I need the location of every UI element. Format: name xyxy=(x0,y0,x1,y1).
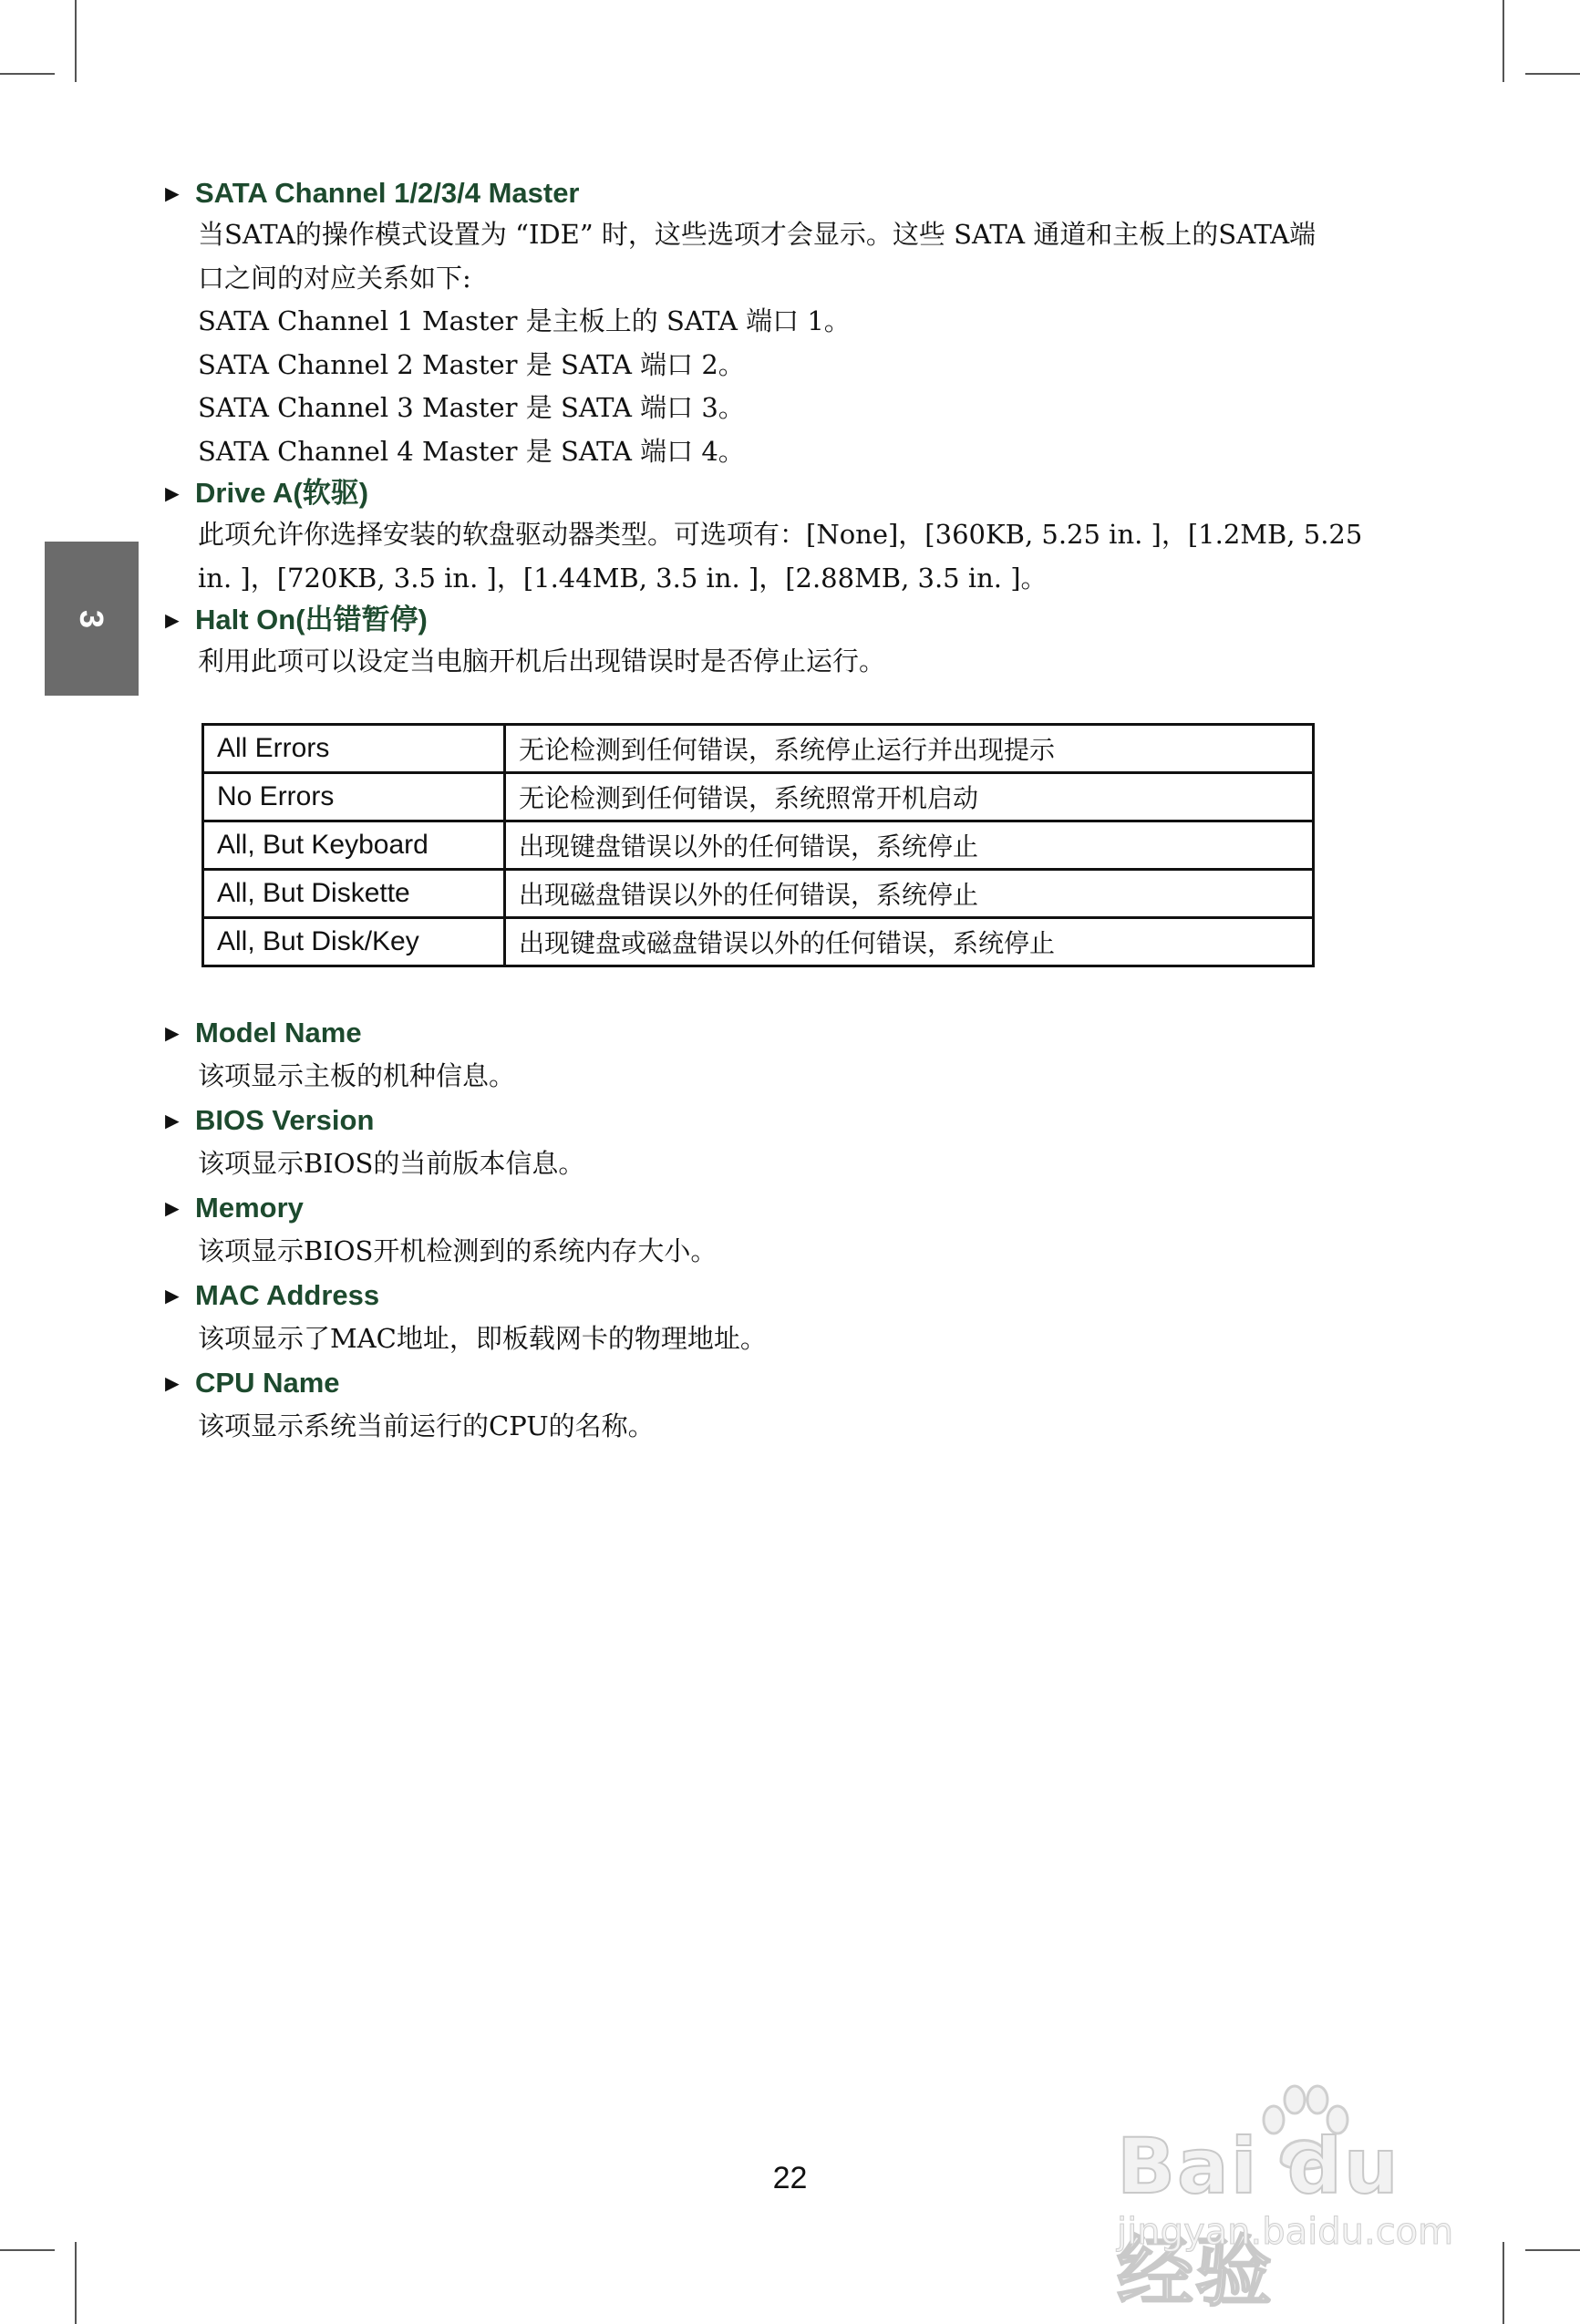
table-row xyxy=(203,870,1314,918)
crop-mark-bottom-right xyxy=(1503,2242,1504,2324)
crop-mark-top-right xyxy=(1503,0,1504,82)
section-heading xyxy=(160,1362,1437,1404)
description-cell: 无论检测到任何错误，系统照常开机启动 xyxy=(505,773,1314,821)
heading-text: BIOS Version xyxy=(195,1104,375,1136)
section-heading xyxy=(160,1187,1437,1229)
bullet-arrow-icon: ► xyxy=(160,606,184,634)
section-drive-a xyxy=(160,473,1437,600)
section-memory xyxy=(160,1187,1437,1273)
bullet-arrow-icon: ► xyxy=(160,1194,184,1222)
paragraph-line: 当SATA的操作模式设置为 “IDE” 时，这些选项才会显示。这些 SATA 通道和主板上的SATA端 xyxy=(198,219,1317,250)
halt-on-options-table xyxy=(201,723,1315,967)
bullet-arrow-icon: ► xyxy=(160,1107,184,1134)
heading-text: CPU Name xyxy=(195,1367,340,1399)
paragraph-line: SATA Channel 4 Master 是 SATA 端口 4。 xyxy=(198,435,745,467)
heading-text: Halt On(出错暂停) xyxy=(195,604,428,635)
watermark-url: jingyan.baidu.com xyxy=(1117,2211,1454,2253)
crop-mark-top-left-h xyxy=(0,73,55,75)
crop-mark-top-left xyxy=(75,0,77,82)
table-row xyxy=(203,821,1314,870)
table-row xyxy=(203,725,1314,773)
table-row xyxy=(203,918,1314,966)
content-bottom xyxy=(160,1012,1437,1450)
description-cell: 出现键盘或磁盘错误以外的任何错误，系统停止 xyxy=(505,918,1314,966)
crop-mark-bottom-left-h xyxy=(0,2249,55,2251)
description-cell: 出现磁盘错误以外的任何错误，系统停止 xyxy=(505,870,1314,918)
section-heading xyxy=(160,473,1437,513)
paragraph-line: 该项显示BIOS开机检测到的系统内存大小。 xyxy=(198,1235,718,1266)
heading-text: MAC Address xyxy=(195,1279,380,1311)
baidu-jingyan-watermark xyxy=(1117,2083,1491,2317)
paragraph-line: SATA Channel 1 Master 是主板上的 SATA 端口 1。 xyxy=(198,305,851,336)
section-model-name xyxy=(160,1012,1437,1098)
bullet-arrow-icon: ► xyxy=(160,1369,184,1397)
paragraph-line: 该项显示BIOS的当前版本信息。 xyxy=(198,1148,585,1179)
section-mac-address xyxy=(160,1275,1437,1360)
paragraph-line: 口之间的对应关系如下: xyxy=(198,262,471,294)
heading-text: SATA Channel 1/2/3/4 Master xyxy=(195,177,580,209)
description-cell: 无论检测到任何错误，系统停止运行并出现提示 xyxy=(505,725,1314,773)
bullet-arrow-icon: ► xyxy=(160,480,184,507)
heading-text: Model Name xyxy=(195,1017,362,1048)
paragraph-line: 该项显示系统当前运行的CPU的名称。 xyxy=(198,1410,655,1441)
paragraph-line: 利用此项可以设定当电脑开机后出现错误时是否停止运行。 xyxy=(198,646,886,677)
option-cell: No Errors xyxy=(203,773,505,821)
section-heading xyxy=(160,173,1437,213)
option-cell: All, But Disk/Key xyxy=(203,918,505,966)
paragraph-line: SATA Channel 2 Master 是 SATA 端口 2。 xyxy=(198,348,745,380)
heading-text: Memory xyxy=(195,1192,304,1224)
section-heading xyxy=(160,1100,1437,1141)
paragraph-line: SATA Channel 3 Master 是 SATA 端口 3。 xyxy=(198,392,745,423)
paragraph-line: 此项允许你选择安装的软盘驱动器类型。可选项有：[None]，[360KB, 5.25 in. ]，[1.2MB, 5.25 xyxy=(198,519,1363,550)
watermark-logo-text: Bai du 经验 xyxy=(1117,2122,1400,2317)
crop-mark-bottom-left xyxy=(75,2242,77,2324)
chapter-number: 3 xyxy=(73,609,111,628)
paragraph-line: 该项显示主板的机种信息。 xyxy=(198,1060,516,1091)
bullet-arrow-icon: ► xyxy=(160,1282,184,1309)
option-cell: All, But Diskette xyxy=(203,870,505,918)
section-bios-version xyxy=(160,1100,1437,1185)
chapter-tab xyxy=(45,542,139,696)
section-cpu-name xyxy=(160,1362,1437,1448)
crop-mark-top-right-h xyxy=(1525,73,1580,75)
section-sata-channel xyxy=(160,173,1437,473)
bullet-arrow-icon: ► xyxy=(160,1019,184,1047)
bullet-arrow-icon: ► xyxy=(160,180,184,207)
paragraph-line: 该项显示了MAC地址，即板载网卡的物理地址。 xyxy=(198,1323,767,1354)
page-number: 22 xyxy=(772,2161,808,2195)
table-row xyxy=(203,773,1314,821)
description-cell: 出现键盘错误以外的任何错误，系统停止 xyxy=(505,821,1314,870)
crop-mark-bottom-right-h xyxy=(1525,2249,1580,2251)
option-cell: All Errors xyxy=(203,725,505,773)
section-heading xyxy=(160,600,1437,640)
section-heading xyxy=(160,1275,1437,1317)
heading-text: Drive A(软驱) xyxy=(195,477,369,509)
content-top xyxy=(160,173,1437,684)
option-cell: All, But Keyboard xyxy=(203,821,505,870)
paragraph-line: in. ]，[720KB, 3.5 in. ]，[1.44MB, 3.5 in. ]，[2.88MB, 3.5 in. ]。 xyxy=(198,562,1048,594)
section-heading xyxy=(160,1012,1437,1054)
section-halt-on xyxy=(160,600,1437,684)
